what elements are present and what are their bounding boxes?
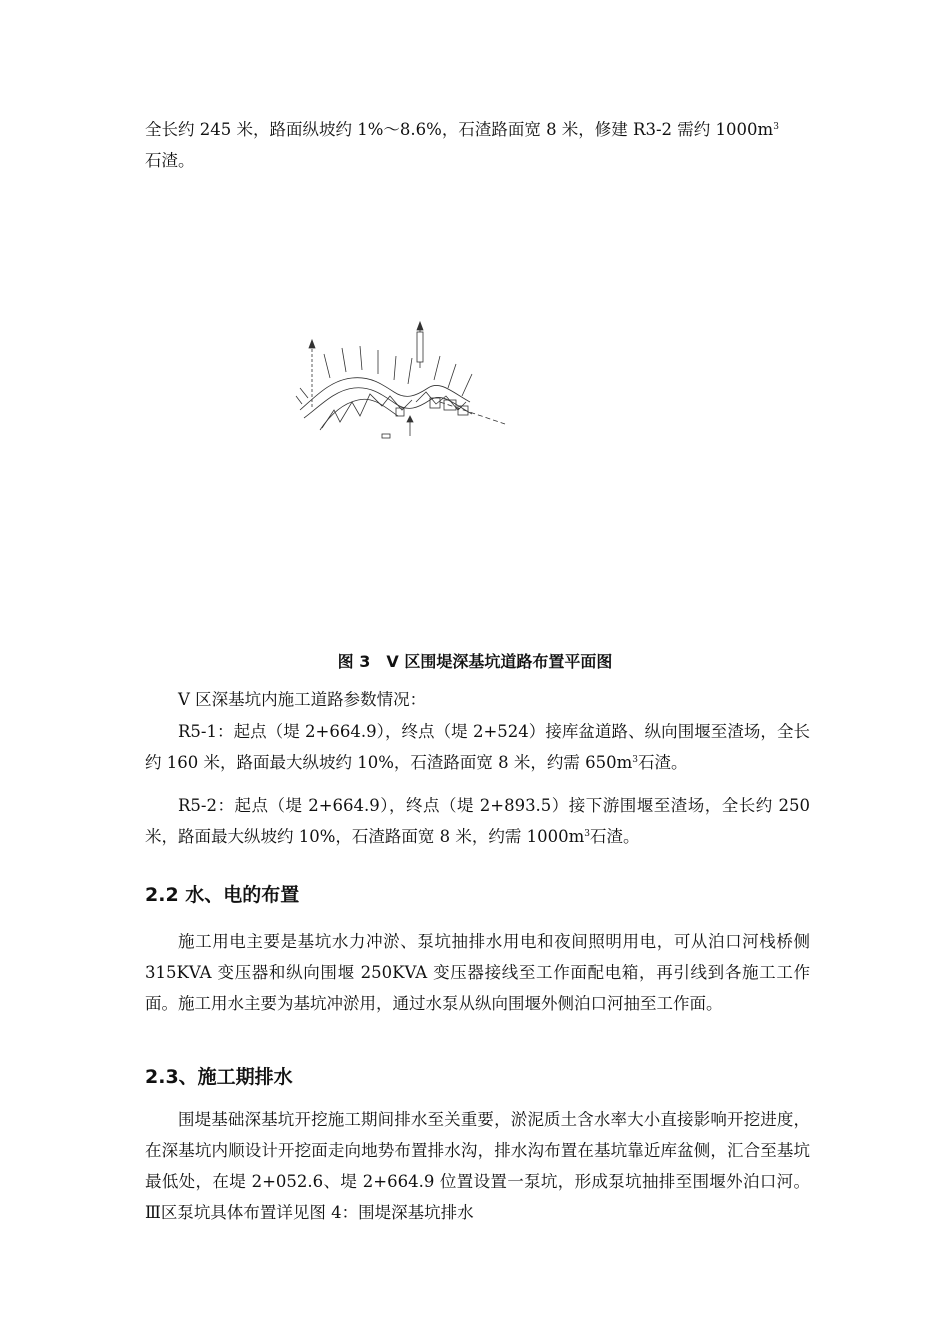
paragraph-r5-2 — [145, 790, 810, 852]
paragraph-r5-1 — [145, 716, 810, 778]
heading-2-3: 2.3、施工期排水 — [145, 1066, 293, 1088]
r5-2-tail: 石渣。 — [590, 827, 640, 846]
road-layout-plan-figure — [290, 318, 510, 443]
heading-2-2: 2.2 水、电的布置 — [145, 884, 300, 906]
superscript-3: 3 — [632, 755, 639, 765]
paragraph-road-r3-2 — [145, 114, 810, 176]
r5-1-tail: 石渣。 — [638, 753, 688, 772]
r5-1-text: R5-1：起点（堤 2+664.9），终点（堤 2+524）接库盆道路、纵向围堰至渣场，全长约 160 米，路面最大纵坡约 10%，石渣路面宽 8 米，约需 650m — [145, 722, 810, 772]
r3-2-line2: 石渣。 — [145, 151, 195, 170]
superscript-3: 3 — [584, 829, 591, 839]
paragraph-drainage: 围堤基础深基坑开挖施工期间排水至关重要，淤泥质土含水率大小直接影响开挖进度，在深基坑内顺设计开挖面走向地势布置排水沟，排水沟布置在基坑靠近库盆侧，汇合至基坑最低处，在堤 2+052.6、堤 2+664.9 位置设置一泵坑，形成泵坑抽排至围堰外泊口河。Ⅲ区泵坑具体布置详见图 4：围堤深基坑排水 — [145, 1110, 810, 1222]
paragraph-water-power: 施工用电主要是基坑水力冲淤、泵坑抽排水用电和夜间照明用电，可从泊口河栈桥侧 315KVA 变压器和纵向围堰 250KVA 变压器接线至工作面配电箱，再引线到各施工工作面。施工用水主要为基坑冲淤用，通过水泵从纵向围堰外侧泊口河抽至工作面。 — [145, 932, 810, 1013]
superscript-3: 3 — [773, 122, 779, 132]
r3-2-line1: 全长约 245 米，路面纵坡约 1%～8.6%，石渣路面宽 8 米，修建 R3-2 需约 1000m — [145, 120, 774, 139]
section-intro: Ⅴ 区深基坑内施工道路参数情况： — [178, 690, 427, 709]
r5-2-text: R5-2：起点（堤 2+664.9），终点（堤 2+893.5）接下游围堰至渣场，全长约 250 米，路面最大纵坡约 10%，石渣路面宽 8 米，约需 1000m — [145, 796, 810, 846]
figure-caption: 图 3 Ⅴ 区围堤深基坑道路布置平面图 — [337, 652, 613, 671]
